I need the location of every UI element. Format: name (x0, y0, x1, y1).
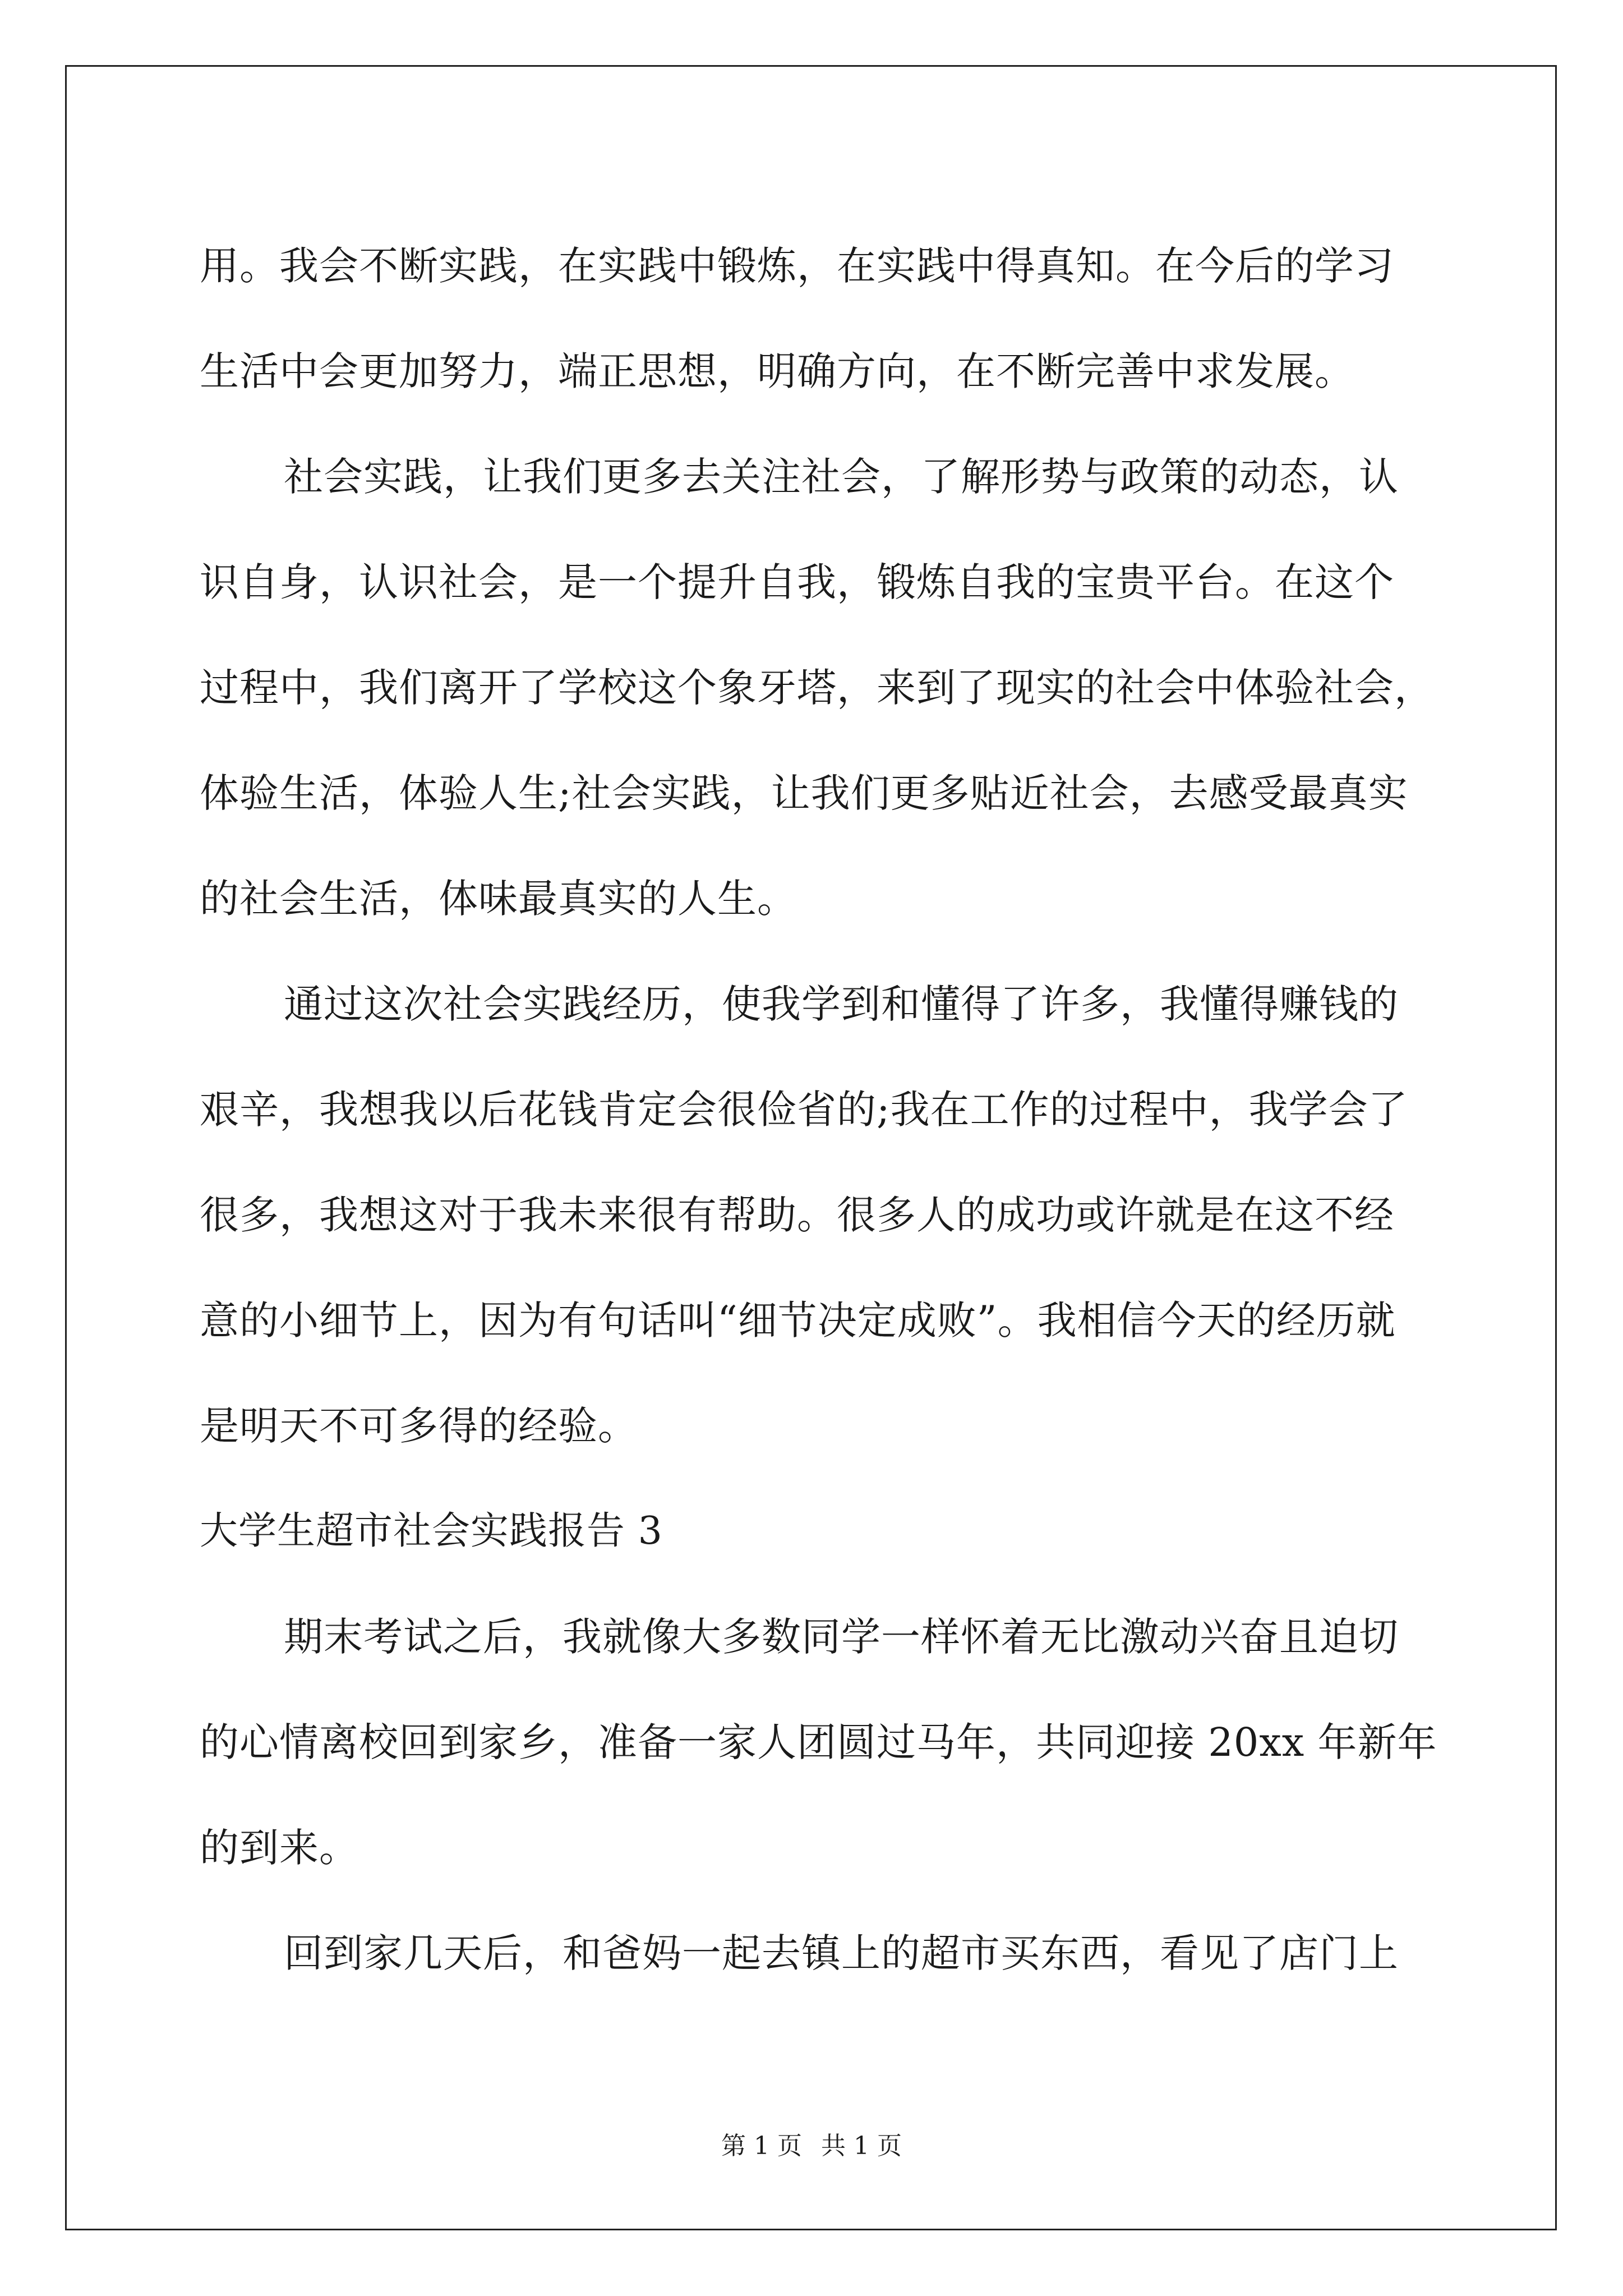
text-line: 的社会生活，体味最真实的人生。 (200, 876, 797, 922)
section-heading: 大学生超市社会实践报告 3 (200, 1509, 663, 1553)
text-line: 的到来。 (200, 1825, 359, 1871)
text-line: 意的小细节上，因为有句话叫“细节决定成败”。我相信今天的经历就 (200, 1297, 1396, 1343)
text-line: 是明天不可多得的经验。 (200, 1403, 638, 1449)
paragraph-start: 回到家几天后，和爸妈一起去镇上的超市买东西，看见了店门上 (284, 1930, 1399, 1976)
text-line: 很多，我想这对于我未来很有帮助。很多人的成功或许就是在这不经 (200, 1192, 1394, 1238)
page-number: 第 1 页 (721, 2132, 802, 2160)
text-line: 艰辛，我想我以后花钱肯定会很俭省的;我在工作的过程中，我学会了 (200, 1087, 1408, 1133)
paragraph-start: 通过这次社会实践经历，使我学到和懂得了许多，我懂得赚钱的 (284, 981, 1399, 1027)
paragraph-start: 期末考试之后，我就像大多数同学一样怀着无比激动兴奋且迫切 (284, 1614, 1399, 1660)
text-line: 体验生活，体验人生;社会实践，让我们更多贴近社会，去感受最真实 (200, 770, 1408, 816)
text-line: 用。我会不断实践，在实践中锻炼，在实践中得真知。在今后的学习 (200, 243, 1394, 289)
text-line: 识自身，认识社会，是一个提升自我，锻炼自我的宝贵平台。在这个 (200, 559, 1394, 605)
text-line: 生活中会更加努力，端正思想，明确方向，在不断完善中求发展。 (200, 348, 1354, 394)
document-body (200, 213, 1437, 2006)
text-line: 的心情离校回到家乡，准备一家人团圆过马年，共同迎接 20xx 年新年 (200, 1719, 1437, 1765)
paragraph-start: 社会实践，让我们更多去关注社会，了解形势与政策的动态，认 (284, 454, 1399, 500)
text-line: 过程中，我们离开了学校这个象牙塔，来到了现实的社会中体验社会， (200, 665, 1434, 711)
page-footer (0, 2129, 1623, 2163)
page-total: 共 1 页 (821, 2132, 902, 2160)
